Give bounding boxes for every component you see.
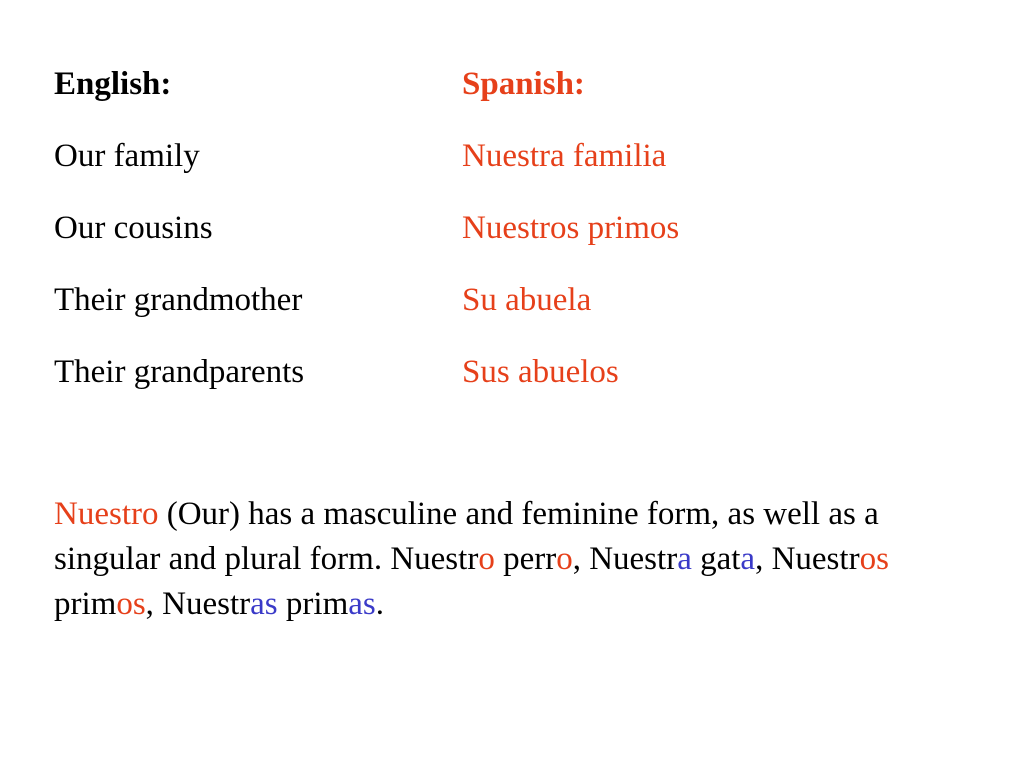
note-segment: . <box>375 586 384 622</box>
spanish-item: Nuestra familia <box>462 138 667 174</box>
spanish-item: Su abuela <box>462 282 592 318</box>
note-segment: a <box>740 541 756 577</box>
english-item: Our cousins <box>54 210 213 246</box>
note-segment: , Nuestr <box>145 586 251 622</box>
english-item: Our family <box>54 138 200 174</box>
note-segment: Nuestro <box>54 496 159 532</box>
note-segment: prim <box>54 586 117 622</box>
spanish-column <box>462 60 679 420</box>
note-segment: a <box>677 541 692 577</box>
note-segment: (Our) has a masculine and feminine form, as well as a singular and plural form. Nuestr <box>54 496 879 577</box>
grammar-note <box>54 492 984 627</box>
note-segment: , Nuestr <box>755 541 860 577</box>
note-segment: o <box>478 541 495 577</box>
note-segment: perr <box>494 541 557 577</box>
spanish-header: Spanish: <box>462 66 585 102</box>
note-segment: o <box>556 541 573 577</box>
english-header: English: <box>54 66 172 102</box>
note-segment: os <box>859 541 889 577</box>
note-segment: os <box>116 586 146 622</box>
note-segment: as <box>348 586 376 622</box>
note-segment: gat <box>691 541 741 577</box>
spanish-item: Nuestros primos <box>462 210 680 246</box>
spanish-item: Sus abuelos <box>462 354 619 390</box>
english-item: Their grandmother <box>54 282 303 318</box>
english-column <box>54 60 304 420</box>
english-item: Their grandparents <box>54 354 305 390</box>
note-segment: as <box>250 586 278 622</box>
note-segment: prim <box>277 586 349 622</box>
note-segment: , Nuestr <box>572 541 678 577</box>
